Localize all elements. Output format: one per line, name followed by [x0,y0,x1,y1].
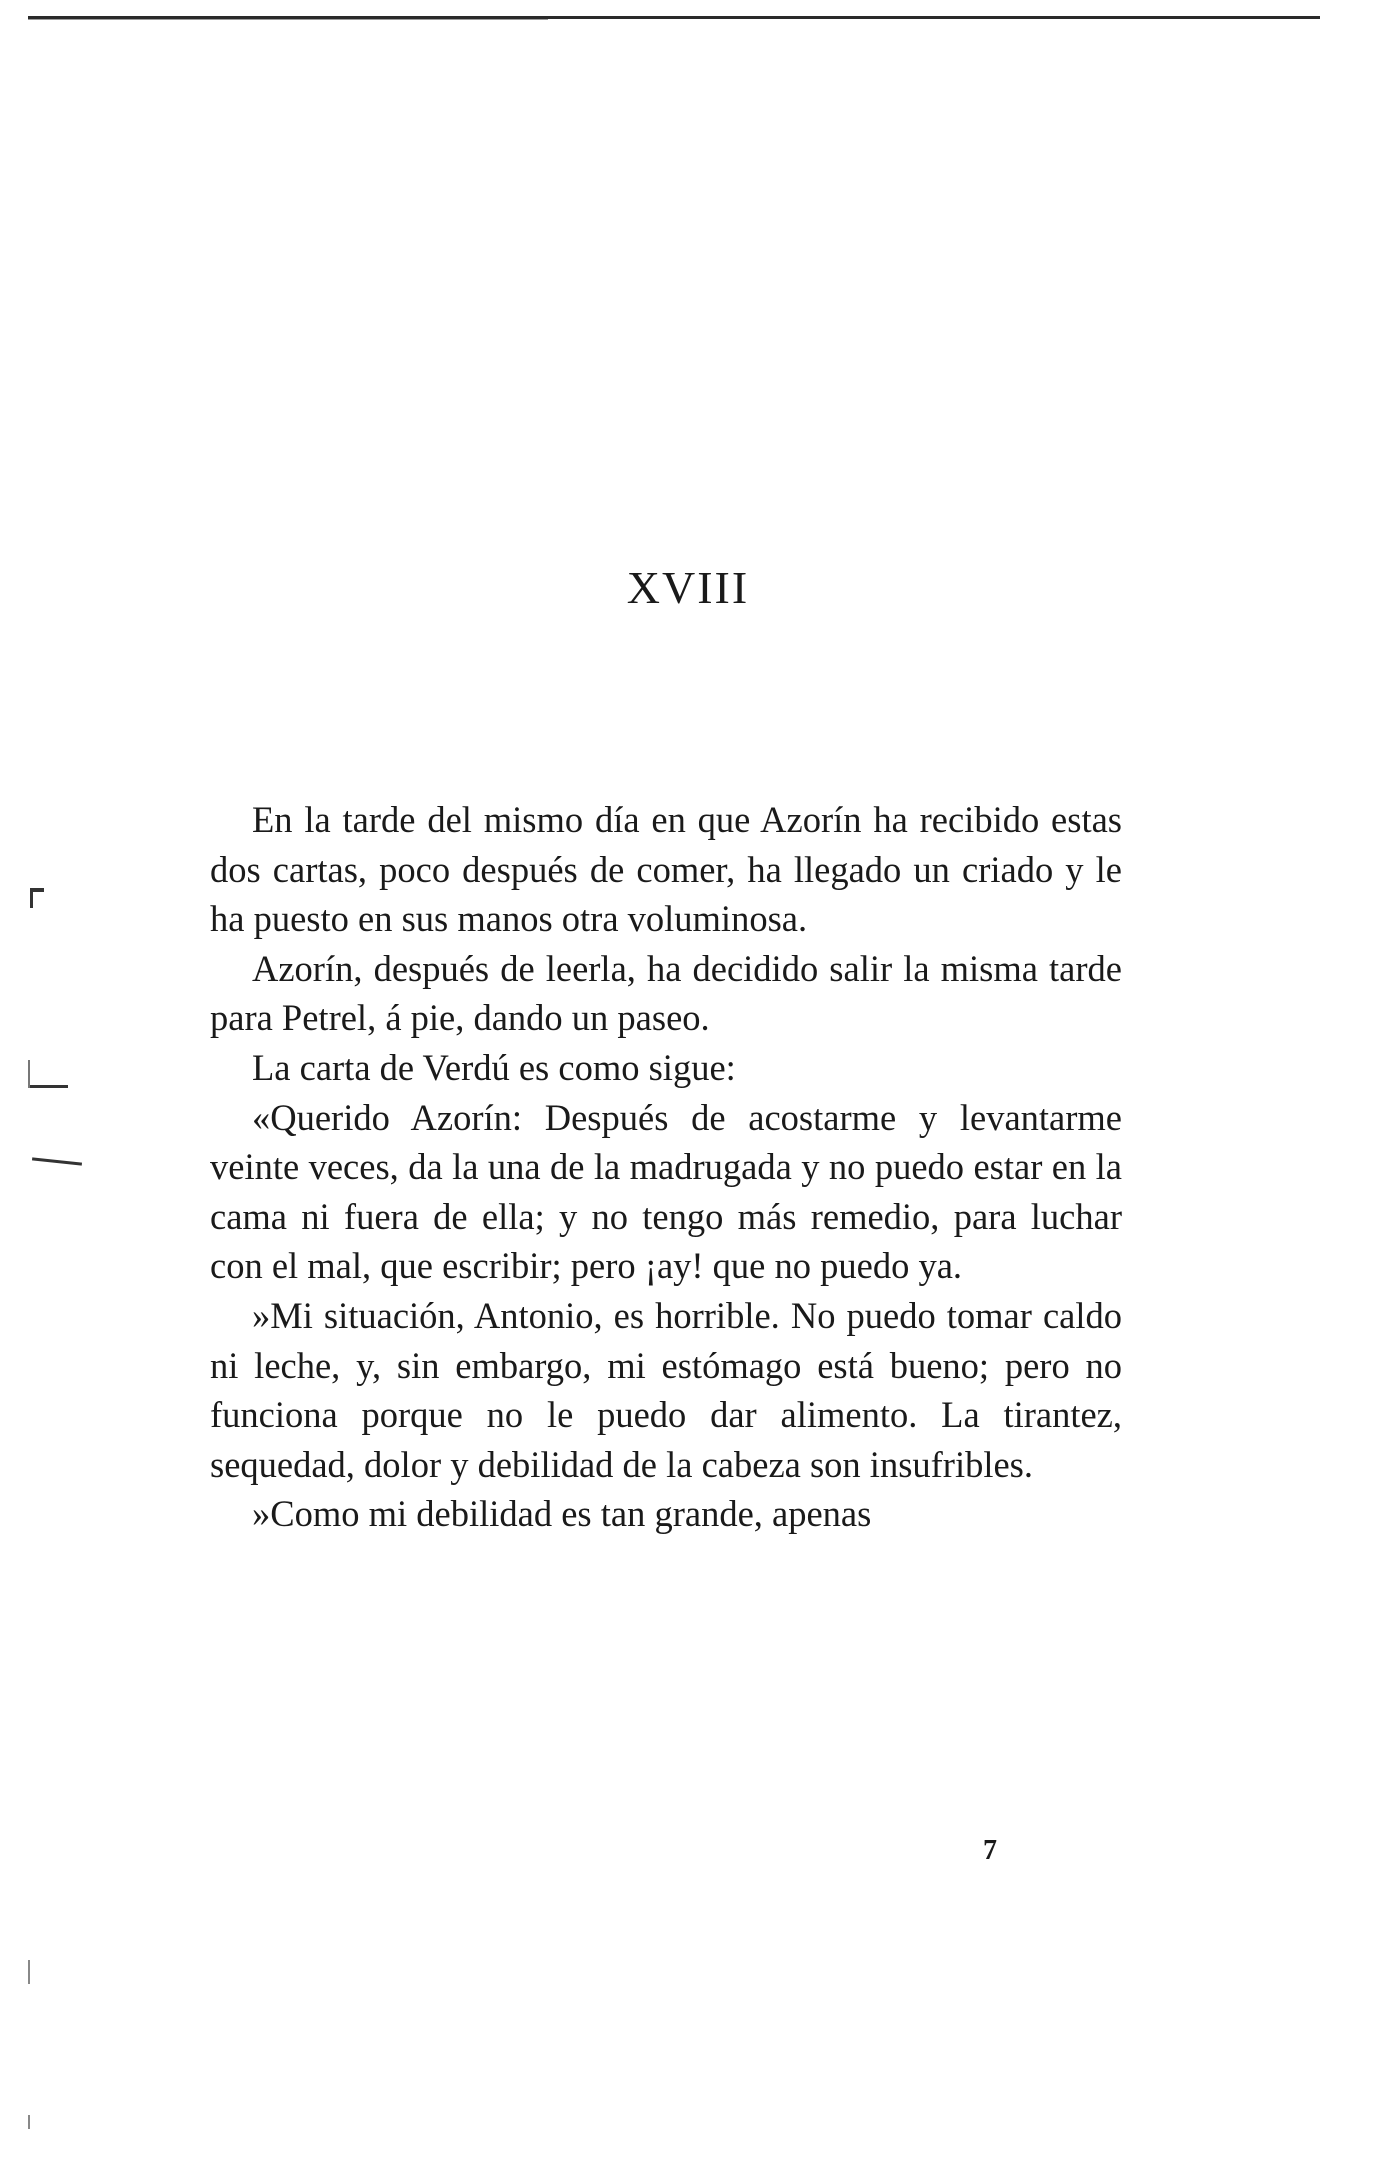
margin-mark [28,1060,30,1088]
margin-mark [30,892,33,908]
paragraph: »Como mi debilidad es tan grande, apenas [252,1493,872,1535]
paragraph: »Mi situación, Antonio, es horrible. No puedo tomar caldo ni leche, y, sin embargo, mi estómago está bueno; pero no funciona porque no le puedo dar alimento. La tirantez, sequedad, dolor y debilidad de la cabeza son insufribles. [210,1294,1122,1485]
paragraph: En la tarde del mismo día en que Azorín ha recibido estas dos cartas, poco después de comer, ha llegado un criado y le ha puesto en sus manos otra voluminosa. [210,799,1122,940]
paragraph: «Querido Azorín: Después de acostarme y levantarme veinte veces, da la una de la madrugada y no puedo estar en la cama ni fuera de ella; y no tengo más remedio, para luchar con el mal, que escribir; pero ¡ay! que no puedo ya. [210,1096,1122,1287]
body-text [210,795,1122,1539]
margin-mark [28,1960,30,1984]
margin-mark [28,2115,30,2129]
chapter-heading: XVIII [626,562,750,613]
top-rule-shadow [28,19,548,20]
paragraph: La carta de Verdú es como sigue: [252,1046,736,1088]
paragraph: Azorín, después de leerla, ha decidido salir la misma tarde para Petrel, á pie, dando un paseo. [210,947,1122,1039]
page-number: 7 [983,1835,997,1866]
margin-mark [28,1085,68,1088]
margin-mark [32,1157,82,1165]
